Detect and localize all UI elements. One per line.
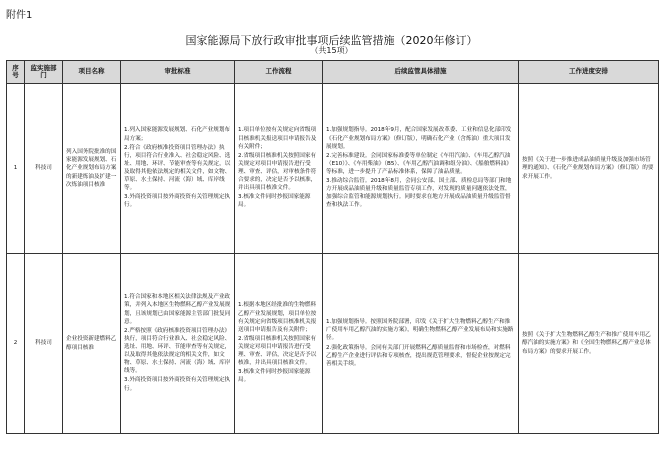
measure-item: 2.完善标准建设。会同国家标准委等单位制定《车用汽油》、《车用乙醇汽油（E10）》、《车用柴油》（B5）、《车用乙醇汽油调和组分油》、《船舶燃料油》等标准，进一步提升了产品标准体系，保障了油品质量。 — [326, 152, 512, 175]
standard-clause: 3.外商投资项目按外商投资有关管理规定执行。 — [124, 194, 231, 209]
header-standard: 审批标准 — [121, 61, 235, 84]
header-item: 项目名称 — [63, 61, 121, 84]
table-row — [7, 254, 659, 434]
row-measures — [323, 254, 519, 434]
row-measures — [323, 84, 519, 254]
row-standard — [121, 254, 235, 434]
table-header-row — [7, 61, 659, 84]
row-progress: 按照《关于进一步推进成品油质量升级及加强市场管理的通知》、《石化产业规划布局方案》（修订版）的要求开展工作。 — [519, 84, 659, 254]
header-process: 工作流程 — [235, 61, 323, 84]
row-dept: 科技司 — [25, 254, 63, 434]
standard-clause: 2.严格按照《政府核准投资项目管理办法》执行，项目符合行业准入、社会稳定风险、选址、用地、环评、节能审查等有关规定，以及取得其他依法规定的相关文件，如文物、草原、水土保持、河流（海）域、库岸线等。 — [124, 327, 231, 375]
standard-clause: 1.列入国家能源发展规划、石化产业规划布局方案； — [124, 127, 231, 142]
process-step: 1.项目单位按有关规定向省级项目核准机关报送项目申请报告及有关附件； — [238, 127, 317, 150]
row-process — [235, 84, 323, 254]
row-dept: 科技司 — [25, 84, 63, 254]
row-seq: 1 — [7, 84, 25, 254]
measure-item: 1.加强规划指导。2018年9月，配合国家发展改革委、工业和信息化部印发《石化产业规划布局方案》（修订版），明确石化产业（含炼油）重大项目发展规划。 — [326, 127, 512, 150]
standard-clause: 2.符合《政府核准投资项目管理办法》执行，项目符合行业准入、社会稳定风险、选址、用地、环评、节能审查等有关规定，以及取得其他依法规定的相关文件，如文物、草原、水土保持、河流（海）域、库岸线等。 — [124, 144, 231, 192]
standard-clause: 1.符合国家和本地区相关法律法规及产业政策，并列入本地区生物燃料乙醇产业发展规划，且该规划已由国家能源主管部门批复同意。 — [124, 294, 231, 325]
measure-item: 1.加强规划指导。按照国务院部署，印发《关于扩大生物燃料乙醇生产和推广使用车用乙醇汽油的实施方案》，明确生物燃料乙醇产业发展布局和实施路径。 — [326, 319, 514, 342]
header-seq: 序号 — [7, 61, 25, 84]
header-dept: 监实施部门 — [25, 61, 63, 84]
process-step: 3.核准文件同时抄报国家能源局。 — [238, 194, 311, 209]
process-step: 2.省级项目核准机关按照国家有关规定对项目申请报告进行受理、审查、评估，对审核条件符合要求的，决定是否予以核准，并出具项目核准文件。 — [238, 152, 317, 192]
process-step: 1.根据本地区经批准的生物燃料乙醇产业发展规划，项目单位按有关规定向省级项目核准机关报送项目申请报告及有关附件； — [238, 302, 317, 333]
attachment-label: 附件1 — [6, 10, 33, 21]
header-progress: 工作进度安排 — [519, 61, 659, 84]
header-measures: 后续监管具体措施 — [323, 61, 519, 84]
measure-item: 3.推动综合监管。2018年8月，会同公安部、国土部、质检总局等部门和地方开展成品油质量升级和质量监管专项工作，对发现的质量问题依法处置，加强综合监管和能源规划执行。同时要求在地方开展成品油质量升级监管督查和执法工作。 — [326, 178, 512, 209]
measure-item: 2.强化政策指导。会同有关部门开展燃料乙醇质量监督和市场检查，对燃料乙醇生产企业进行评估和专项核查，提出规范管理要求，督促企业按规定完善相关手续。 — [326, 344, 511, 367]
process-step: 3.核准文件同时抄报国家能源局。 — [238, 369, 311, 384]
page-subtitle: （共15项） — [310, 46, 353, 55]
row-progress: 按照《关于扩大生物燃料乙醇生产和推广使用车用乙醇汽油的实施方案》和《全国生物燃料乙醇产业总体布局方案》的要求开展工作。 — [519, 254, 659, 434]
row-process — [235, 254, 323, 434]
page-title: 国家能源局下放行政审批事项后续监管措施（2020年修订） — [185, 34, 478, 47]
measures-table — [6, 60, 659, 434]
row-item-name: 企业投资新建燃料乙醇项目核准 — [63, 254, 121, 434]
process-step: 2.省级项目核准机关按照国家有关规定对项目申请报告进行受理、审查、评估，决定是否予以核准，并出具项目核准文件。 — [238, 335, 317, 367]
standard-clause: 3.外商投资项目按外商投资有关管理规定执行。 — [124, 377, 231, 392]
table-row — [7, 84, 659, 254]
row-seq: 2 — [7, 254, 25, 434]
row-standard — [121, 84, 235, 254]
row-item-name: 列入国务院批准的国家能源发展规划、石化产业规划布局方案的新建炼油及扩建一次炼油项目核准 — [63, 84, 121, 254]
